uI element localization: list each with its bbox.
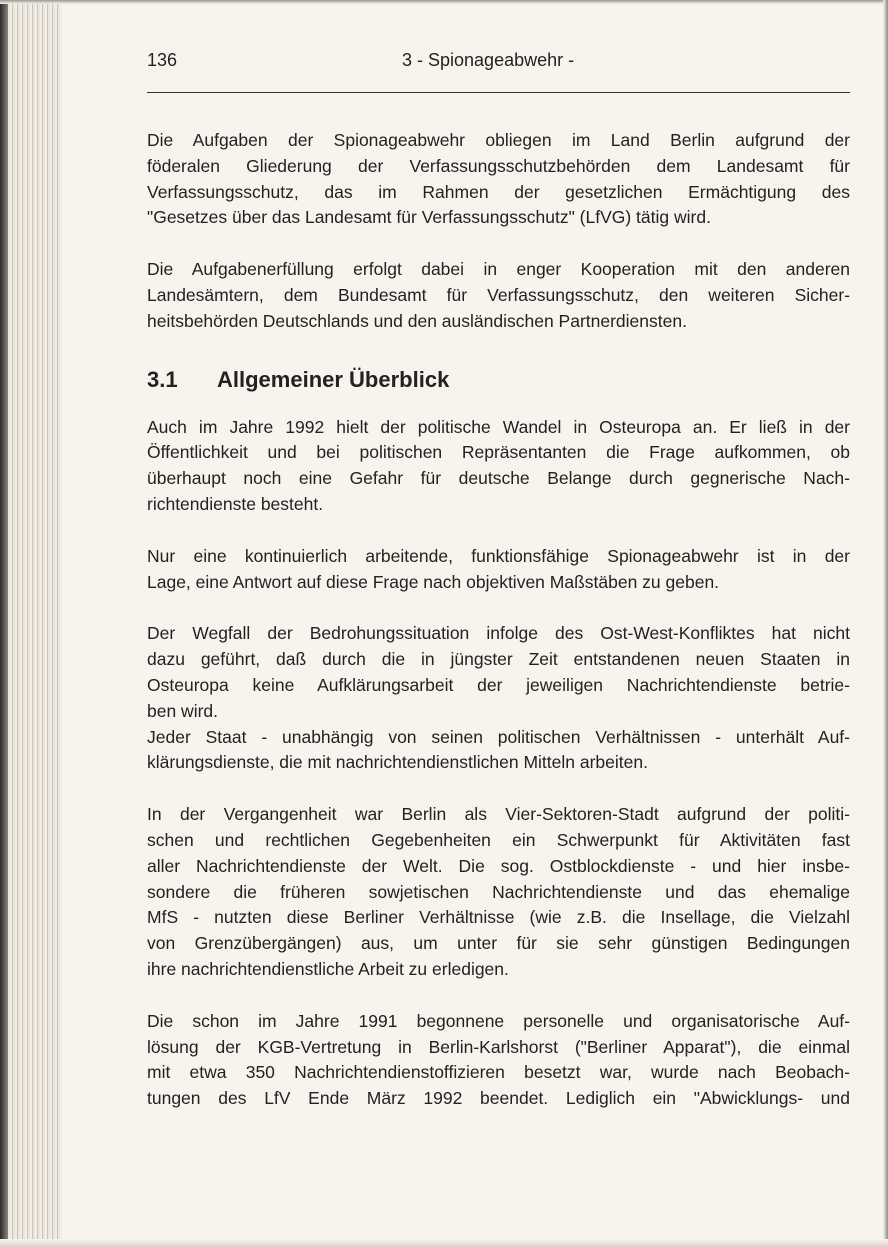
text-line: Nur eine kontinuierlich arbeitende, funktionsfähige Spionageabwehr ist in der — [147, 545, 850, 566]
text-line: Landesämtern, dem Bundesamt für Verfassungsschutz, den weiteren Sicher- — [147, 284, 850, 305]
text-line: ben wird. — [147, 700, 219, 721]
top-edge — [0, 0, 888, 4]
text-line: Jeder Staat - unabhängig von seinen politischen Verhältnissen - unterhält Auf- — [147, 726, 850, 747]
binding-shadow — [0, 0, 8, 1247]
paragraph-overview-1 — [147, 415, 850, 518]
text-line: überhaupt noch eine Gefahr für deutsche Belange durch gegnerische Nach- — [147, 468, 850, 489]
right-edge — [883, 0, 888, 1247]
section-title: Allgemeiner Überblick — [217, 366, 450, 392]
text-line: "Gesetzes über das Landesamt für Verfassungsschutz" (LfVG) tätig wird. — [147, 207, 711, 228]
text-line: ihre nachrichtendienstliche Arbeit zu erledigen. — [147, 958, 509, 979]
text-line: föderalen Gliederung der Verfassungsschutzbehörden dem Landesamt für — [147, 155, 850, 176]
paragraph-overview-6 — [147, 1009, 850, 1112]
text-line: klärungsdienste, die mit nachrichtendienstlichen Mitteln arbeiten. — [147, 752, 648, 773]
text-line: heitsbehörden Deutschlands und den ausländischen Partnerdiensten. — [147, 310, 687, 331]
page-header — [147, 48, 850, 93]
bottom-edge — [0, 1239, 888, 1247]
paragraph-overview-3 — [147, 621, 850, 724]
paragraph-overview-2 — [147, 544, 850, 596]
text-line: Die schon im Jahre 1991 begonnene personelle und organisatorische Auf- — [147, 1010, 850, 1031]
text-line: Verfassungsschutz, das im Rahmen der gesetzlichen Ermächtigung des — [147, 181, 850, 202]
text-line: sondere die früheren sowjetischen Nachrichtendienste und das ehemalige — [147, 881, 850, 902]
text-line: MfS - nutzten diese Berliner Verhältnisse (wie z.B. die Insellage, die Vielzahl — [147, 907, 850, 928]
text-line: schen und rechtlichen Gegebenheiten ein Schwerpunkt für Aktivitäten fast — [147, 829, 850, 850]
text-line: Öffentlichkeit und bei politischen Repräsentanten die Frage aufkommen, ob — [147, 442, 850, 463]
text-line: dazu geführt, daß durch die in jüngster Zeit entstandenen neuen Staaten in — [147, 649, 850, 670]
text-line: Osteuropa keine Aufklärungsarbeit der jeweiligen Nachrichtendienste betrie- — [147, 674, 850, 695]
paragraph-overview-4 — [147, 725, 850, 777]
text-line: In der Vergangenheit war Berlin als Vier-Sektoren-Stadt aufgrund der politi- — [147, 804, 850, 825]
text-line: mit etwa 350 Nachrichtendienstoffizieren besetzt war, wurde nach Beobach- — [147, 1062, 850, 1083]
page-number: 136 — [147, 50, 178, 70]
section-heading — [147, 365, 850, 395]
page-body — [147, 128, 850, 1138]
page-edge-stack — [0, 0, 62, 1247]
text-line: lösung der KGB-Vertretung in Berlin-Karlshorst ("Berliner Apparat"), die einmal — [147, 1036, 850, 1057]
running-head: 3 - Spionageabwehr - — [402, 50, 575, 70]
text-line: aller Nachrichtendienste der Welt. Die sog. Ostblockdienste - und hier insbe- — [147, 855, 850, 876]
paragraph-intro-2 — [147, 257, 850, 334]
text-line: tungen des LfV Ende März 1992 beendet. Lediglich ein "Abwicklungs- und — [147, 1088, 850, 1109]
text-line: richtendienste besteht. — [147, 493, 324, 514]
text-line: Die Aufgabenerfüllung erfolgt dabei in enger Kooperation mit den anderen — [147, 259, 850, 280]
paragraph-intro-1 — [147, 128, 850, 231]
text-line: Auch im Jahre 1992 hielt der politische Wandel in Osteuropa an. Er ließ in der — [147, 416, 850, 437]
paragraph-overview-5 — [147, 802, 850, 983]
text-line: Die Aufgaben der Spionageabwehr obliegen im Land Berlin aufgrund der — [147, 130, 850, 150]
text-line: Lage, eine Antwort auf diese Frage nach objektiven Maßstäben zu geben. — [147, 571, 720, 592]
text-line: von Grenzübergängen) aus, um unter für sie sehr günstigen Bedingungen — [147, 933, 850, 954]
section-number: 3.1 — [147, 366, 178, 392]
text-line: Der Wegfall der Bedrohungssituation infolge des Ost-West-Konfliktes hat nicht — [147, 623, 850, 644]
